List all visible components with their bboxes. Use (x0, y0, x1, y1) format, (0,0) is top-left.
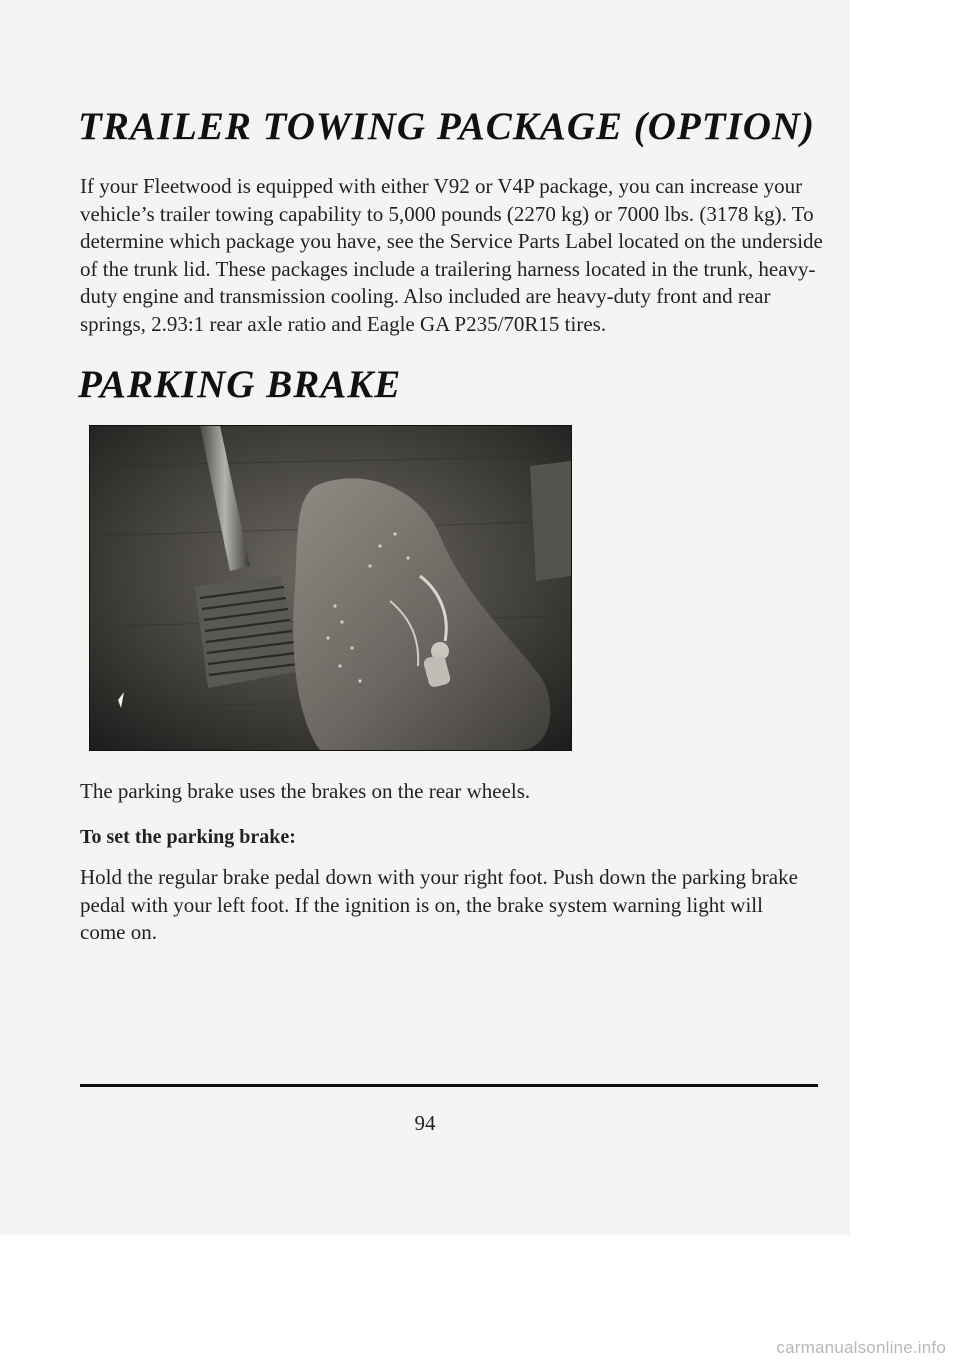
parking-brake-description: The parking brake uses the brakes on the rear wheels. (80, 779, 531, 803)
to-set-parking-brake-subheading: To set the parking brake: (80, 826, 296, 848)
parking-brake-pedal-photo (89, 425, 572, 751)
watermark-text: carmanualsonline.info (776, 1338, 946, 1357)
parking-brake-instructions: Hold the regular brake pedal down with your right foot. Push down the parking brake pedal with your left foot. If the ignition is on, the brake system warning light will come on. (80, 865, 798, 944)
page-number: 94 (414, 1111, 436, 1135)
footer-divider (80, 1084, 818, 1087)
parking-brake-heading: PARKING BRAKE (78, 363, 402, 406)
trailer-towing-paragraph: If your Fleetwood is equipped with either V92 or V4P package, you can increase your vehicle’s trailer towing capability to 5,000 pounds (2270 kg) or 7000 lbs. (3178 kg). To determine which package you have, see the Service Parts Label located on the underside of the trunk lid. These packages include a trailering harness located in the trunk, heavy-duty engine and transmission cooling. Also included are heavy-duty front and rear springs, 2.93:1 rear axle ratio and Eagle GA P235/70R15 tires. (80, 174, 823, 336)
pedal-photo-illustration (90, 426, 571, 750)
trailer-towing-heading: TRAILER TOWING PACKAGE (OPTION) (78, 105, 816, 148)
